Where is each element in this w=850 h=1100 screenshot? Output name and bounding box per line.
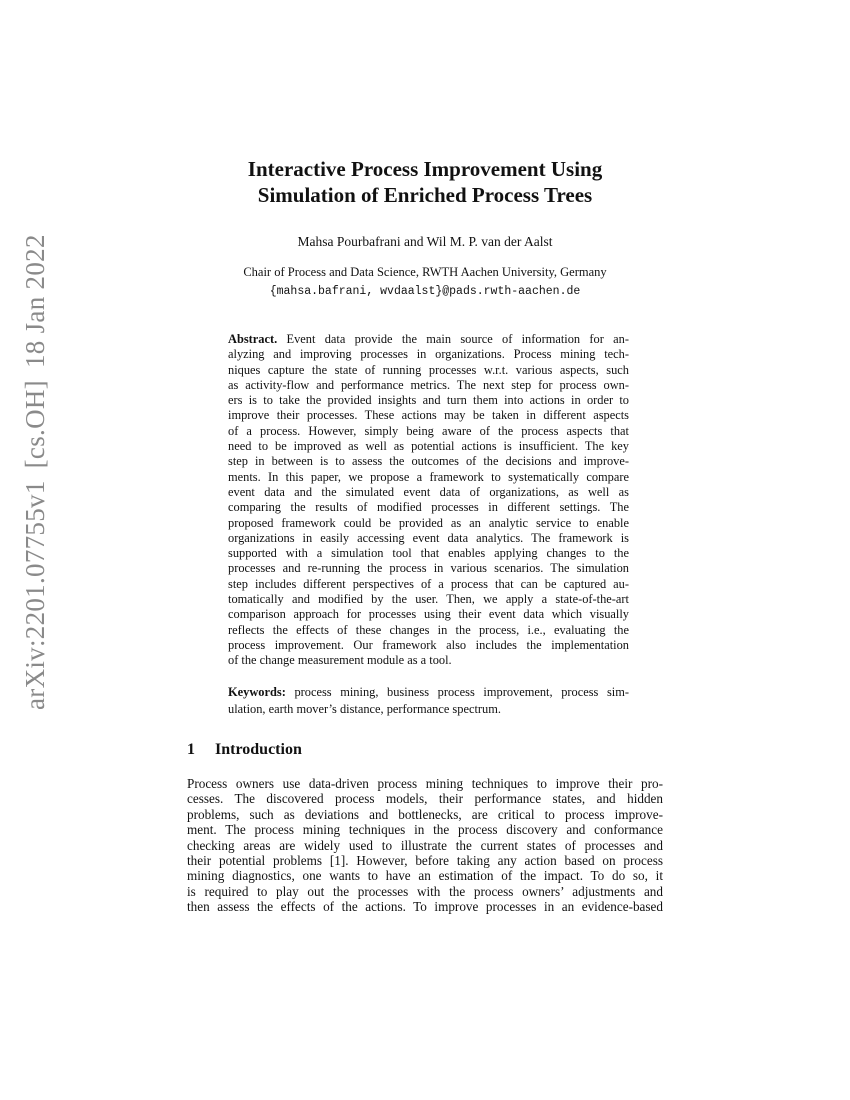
abstract-line: proposed framework could be provided as an analytic service to enable [228,515,629,530]
abstract-line: tomatically and modified by the user. Then, we apply a state-of-the-art [228,592,629,607]
paper-title [0,156,850,208]
title-line: Simulation of Enriched Process Trees [257,183,593,207]
arxiv-id: arXiv:2201.07755v1 [20,480,50,710]
abstract-line: as activity-flow and performance metrics. The next step for process own- [228,377,629,392]
keywords-line: ulation, earth mover’s distance, performance spectrum. [228,702,501,716]
abstract-line: processes and re-running the process in various scenarios. The simulation [228,561,629,576]
abstract-line: niques capture the state of running processes w.r.t. various aspects, such [228,362,629,377]
intro-line: mining diagnostics, one wants to have an estimation of the impact. To do so, it [187,868,663,884]
abstract-line: step includes different perspectives of a process that can be captured au- [228,576,629,591]
intro-line: then assess the effects of the actions. To improve processes in an evidence-based [187,899,663,915]
arxiv-category: [cs.OH] [20,380,50,469]
abstract-line: comparing the results of modified processes in different settings. The [228,500,629,515]
affiliation: Chair of Process and Data Science, RWTH Aachen University, Germany [243,265,607,279]
arxiv-date: 18 Jan 2022 [20,234,50,369]
abstract-line: of the change measurement module as a tool. [228,653,452,668]
keywords-line: Keywords: process mining, business process improvement, process sim- [228,685,629,699]
abstract-line: step in between is to assess the outcomes of the decisions and improve- [228,454,629,469]
abstract-line: alyzing and improving processes in organizations. Process mining tech- [228,347,629,362]
authors: Mahsa Pourbafrani and Wil M. P. van der Aalst [297,234,553,249]
abstract-label: Abstract. [228,332,278,346]
affiliation-block [0,263,850,301]
abstract-line: of a process. However, simply being aware of the process aspects that [228,423,629,438]
abstract-line: Abstract. Event data provide the main source of information for an- [228,332,629,346]
section-title: Introduction [215,741,302,758]
abstract-line: improve their processes. These actions may be taken in different aspects [228,408,629,423]
abstract-line: need to be improved as well as potential actions is insufficient. The key [228,439,629,454]
abstract-line: organizations in easily accessing event data analytics. The framework is [228,530,629,545]
section-number: 1 [187,741,195,758]
section-heading [187,740,302,760]
intro-line: their potential problems [1]. However, before taking any action based on process [187,853,663,869]
abstract-line: reflects the effects of these changes in the process, i.e., evaluating the [228,622,629,637]
intro-line: checking areas are widely used to illustrate the current states of processes and [187,837,663,853]
abstract-line: process improvement. Our framework also includes the implementation [228,637,629,652]
intro-line: cesses. The discovered process models, their performance states, and hidden [187,791,663,807]
intro-line: is required to play out the processes with the process owners’ adjustments and [187,883,663,899]
intro-line: problems, such as deviations and bottlenecks, are critical to process improve- [187,806,663,822]
abstract-line: comparison approach for processes using their event data which visually [228,607,629,622]
abstract-line: supported with a simulation tool that enables applying changes to the [228,546,629,561]
email: {mahsa.bafrani, wvdaalst}@pads.rwth-aachen.de [269,285,581,298]
abstract-line: ments. In this paper, we propose a framework to systematically compare [228,469,629,484]
abstract-line: event data and the simulated event data of organizations, as well as [228,484,629,499]
introduction-text [187,776,663,915]
title-line: Interactive Process Improvement Using [247,157,603,181]
keywords-label: Keywords: [228,685,286,699]
keywords [228,684,629,718]
abstract [228,332,629,669]
intro-line: Process owners use data-driven process mining techniques to improve their pro- [187,776,663,791]
intro-line: ment. The process mining techniques in the process discovery and conformance [187,822,663,838]
abstract-line: ers is to take the provided insights and turn them into actions in order to [228,393,629,408]
